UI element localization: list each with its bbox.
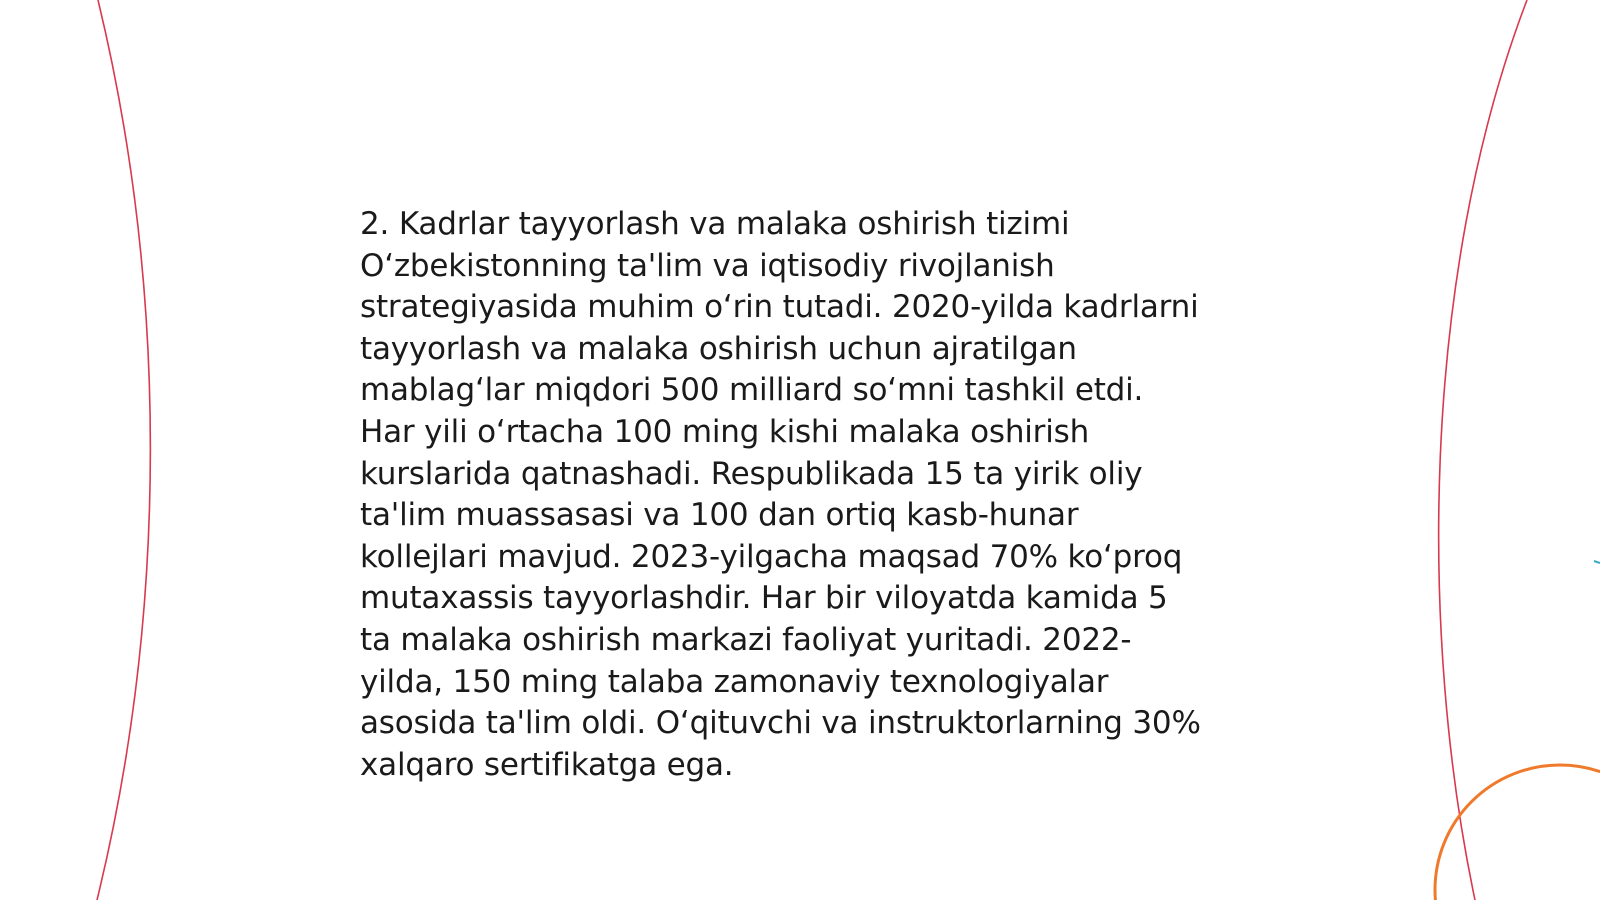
orange-circle-outline <box>1435 765 1600 900</box>
paragraph-line: 2. Kadrlar tayyorlash va malaka oshirish tizimi <box>360 206 1070 242</box>
paragraph-line: xalqaro sertifikatga ega. <box>360 746 734 783</box>
left-curve-line <box>97 0 150 900</box>
teal-accent-mark <box>1594 561 1600 563</box>
paragraph-line: O‘zbekistonning ta'lim va iqtisodiy rivojlanish <box>360 247 1055 284</box>
right-curve-line <box>1439 0 1527 900</box>
paragraph-line: kurslarida qatnashadi. Respublikada 15 ta yirik oliy <box>360 455 1143 492</box>
paragraph-line: yilda, 150 ming talaba zamonaviy texnologiyalar <box>360 663 1109 700</box>
paragraph-line: tayyorlash va malaka oshirish uchun ajratilgan <box>360 330 1077 367</box>
paragraph-line: kollejlari mavjud. 2023-yilgacha maqsad 70% ko‘proq <box>360 538 1183 575</box>
body-paragraph <box>360 204 1260 786</box>
paragraph-line: mablag‘lar miqdori 500 milliard so‘mni tashkil etdi. <box>360 372 1144 409</box>
paragraph-line: ta malaka oshirish markazi faoliyat yuritadi. 2022- <box>360 621 1132 658</box>
paragraph-line: Har yili o‘rtacha 100 ming kishi malaka oshirish <box>360 413 1090 450</box>
paragraph-line: strategiyasida muhim o‘rin tutadi. 2020-yilda kadrlarni <box>360 289 1199 326</box>
paragraph-line: asosida ta'lim oldi. O‘qituvchi va instruktorlarning 30% <box>360 705 1201 742</box>
paragraph-line: ta'lim muassasasi va 100 dan ortiq kasb-hunar <box>360 497 1079 534</box>
paragraph-line: mutaxassis tayyorlashdir. Har bir viloyatda kamida 5 <box>360 580 1168 617</box>
